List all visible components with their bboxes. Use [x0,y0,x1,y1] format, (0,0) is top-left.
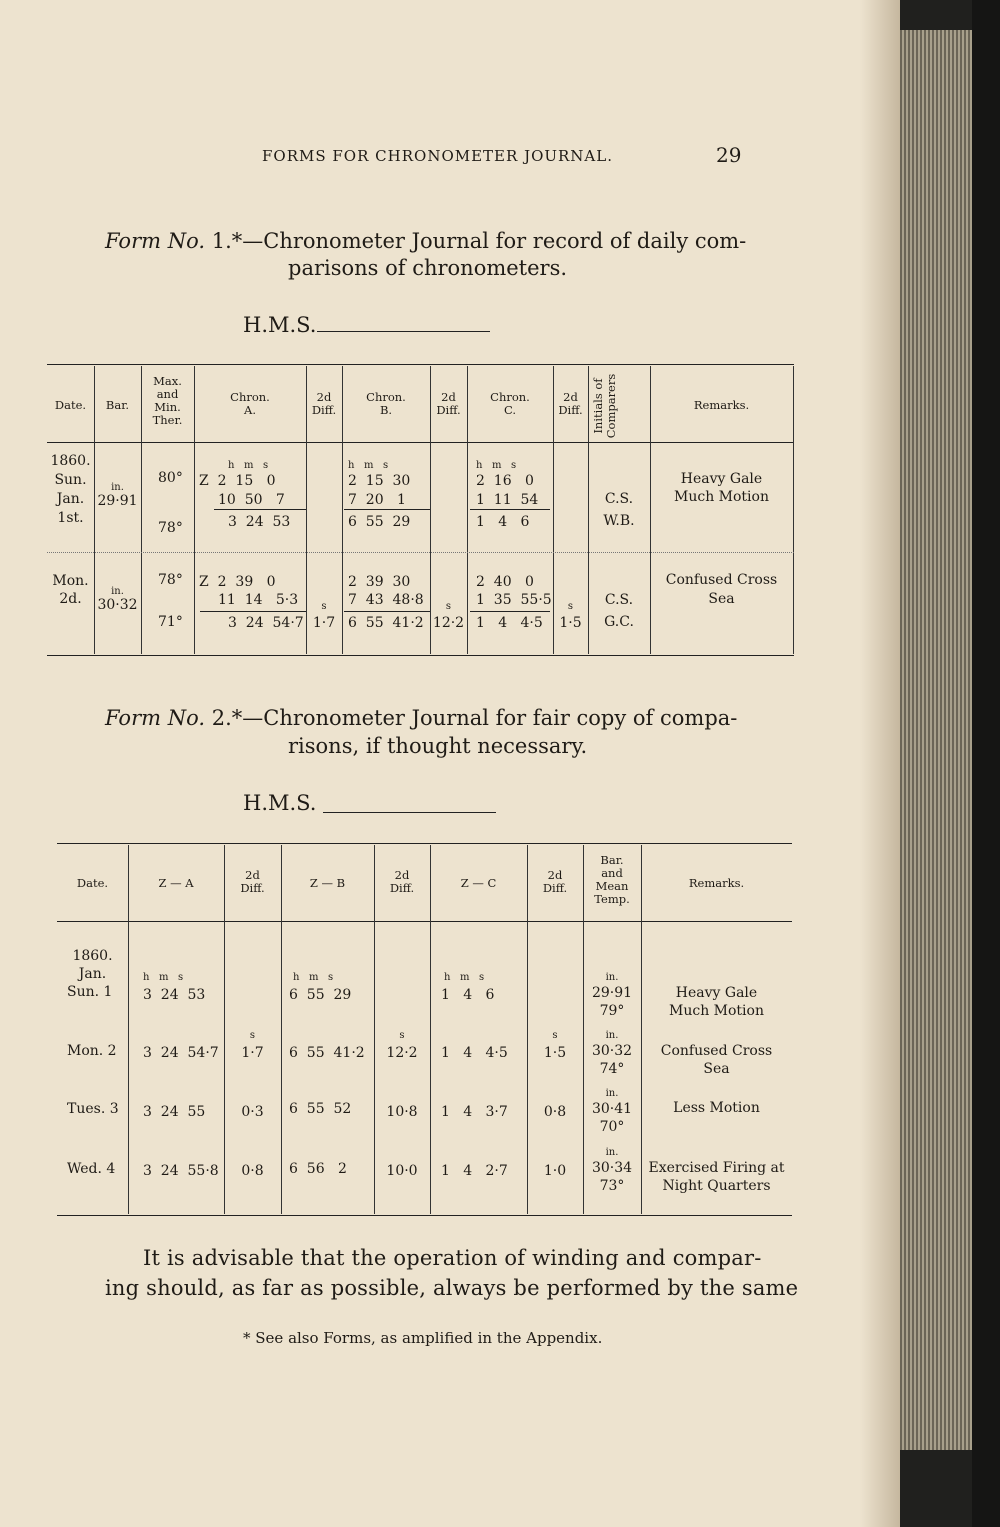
form1-hms: H.M.S. [243,313,317,337]
table-row-date: Tues. 3 [67,1101,119,1117]
table-row-date: Wed. 4 [67,1161,116,1177]
form1-hms-blank [317,331,490,332]
zb-units: h m s [293,972,334,983]
table-cell-zc: 1 4 4·5 [441,1045,508,1061]
table-cell-za: 3 24 55 [143,1104,206,1120]
table-cell-temp: 70° [599,1119,625,1135]
row2-remarks: Confused Cross Sea [665,572,778,607]
row1-date: 1860. Sun. Jan. 1st. [50,453,91,526]
bar-unit-row2: in. [605,1030,619,1041]
header-bar-temp: Bar. and Mean Temp. [594,853,630,906]
bar-unit-row1: in. [605,972,619,983]
row1-b1: 2 15 30 [348,473,411,489]
form2-month: Jan. [78,966,107,982]
d1-unit: s [249,1030,256,1041]
table-rule [47,442,794,443]
table-cell-d1: 0·3 [241,1104,264,1120]
row2-a2: 11 14 5·3 [218,592,299,608]
row1-remarks: Heavy Gale Much Motion [674,471,769,505]
row2-c1: 2 40 0 [476,574,534,590]
header-bar: Bar. [105,398,130,412]
row2-max: 78° [158,572,183,588]
row1-c-units: h m s [476,460,517,471]
row2-bar-unit: in. [111,586,124,597]
header-diff-1: 2d Diff. [240,868,265,895]
row1-a-units: h m s [228,460,269,471]
form1-number: 1.* [205,229,243,253]
table-cell-zb: 6 55 41·2 [289,1045,365,1061]
row2-a-rule [200,611,306,612]
table-cell-temp: 73° [599,1178,625,1194]
page-number: 29 [716,143,742,167]
header-diff-3: 2d Diff. [558,390,583,417]
table-cell-temp: 74° [599,1061,625,1077]
header-date: Date. [54,398,87,412]
row1-c3: 1 4 6 [476,514,530,530]
row1-b-rule [344,509,430,510]
form2-year: 1860. [72,948,113,964]
body-text-line1: It is advisable that the operation of winding and compar- [143,1246,762,1270]
table-row-date: Sun. 1 [67,984,113,1000]
row1-a2: 10 50 7 [218,492,285,508]
d3-unit: s [552,1030,558,1041]
header-remarks: Remarks. [693,398,750,412]
row2-c2: 1 35 55·5 [476,592,552,608]
bar-unit-row3: in. [605,1088,619,1099]
row2-d1-unit: s [321,601,327,612]
header-remarks: Remarks. [688,876,745,890]
row2-bar: 30·32 [97,597,138,613]
table-cell-d2: 12·2 [386,1045,418,1061]
header-initials: Initials of Comparers [591,373,618,439]
header-chron-a: Chron. A. [230,390,270,417]
table-cell-bar: 30·34 [591,1160,633,1176]
table-rule [47,364,794,365]
header-diff-2: 2d Diff. [436,390,461,417]
row2-initials: C.S. G.C. [604,592,634,630]
table-cell-d3: 1·0 [543,1163,567,1179]
row2-c3: 1 4 4·5 [476,615,543,631]
running-head: FORMS FOR CHRONOMETER JOURNAL. [262,147,613,165]
book-cover [972,0,1000,1527]
form2-hms-blank [323,812,496,813]
row2-d3: 1·5 [559,615,582,631]
table-cell-d3: 0·8 [543,1104,567,1120]
table-cell-remarks: Heavy Gale Much Motion [669,985,764,1019]
table-cell-remarks: Less Motion [673,1100,760,1116]
header-chron-b: Chron. B. [366,390,406,417]
row1-max: 80° [158,470,183,486]
header-z-b: Z — B [309,876,346,890]
row2-d2-unit: s [445,601,452,612]
row1-min: 78° [158,520,183,536]
row2-b1: 2 39 30 [348,574,411,590]
body-text-line2: ing should, as far as possible, always be performed by the same [105,1276,799,1300]
row1-bar-unit: in. [111,482,124,493]
d2-unit: s [399,1030,405,1041]
row1-b-units: h m s [348,460,389,471]
row2-min: 71° [158,614,183,630]
row1-a1: Z 2 15 0 [199,473,276,489]
table-cell-d1: 1·7 [241,1045,264,1061]
table-rule [57,843,792,844]
table-rule [57,1215,792,1216]
table-cell-zc: 1 4 6 [441,987,495,1003]
footnote: * See also Forms, as amplified in the Appendix. [243,1329,603,1347]
row2-b3: 6 55 41·2 [348,615,424,631]
row1-c1: 2 16 0 [476,473,534,489]
header-diff-2: 2d Diff. [389,868,415,895]
form2-caption [105,706,737,730]
col-rule [128,845,129,1214]
table-cell-zb: 6 55 52 [289,1101,352,1117]
table-row-date: Mon. 2 [67,1043,117,1059]
row2-a3: 3 24 54·7 [228,615,304,631]
form1-caption [105,229,746,253]
row2-d3-unit: s [567,601,574,612]
form2-caption-line1: —Chronometer Journal for fair copy of compa- [242,706,738,730]
form1-caption-line2: parisons of chronometers. [288,256,568,280]
table-cell-za: 3 24 54·7 [143,1045,219,1061]
page-edges [900,30,972,1450]
form2-number: 2.* [205,706,243,730]
row1-a3: 3 24 53 [228,514,291,530]
table-rule [47,655,794,656]
page-gutter-shadow [860,0,900,1527]
col-rule [430,845,431,1214]
row2-c-rule [470,611,550,612]
row2-d1: 1·7 [312,615,336,631]
zc-units: h m s [444,972,485,983]
table-cell-remarks: Exercised Firing at Night Quarters [648,1160,785,1194]
table-cell-zc: 1 4 2·7 [441,1163,508,1179]
form1-caption-line1: —Chronometer Journal for record of daily com- [242,229,747,253]
table-cell-d1: 0·8 [241,1163,264,1179]
header-z-a: Z — A [158,876,194,890]
header-ther: Max. and Min. Ther. [152,374,183,427]
table-cell-za: 3 24 53 [143,987,206,1003]
row2-b-rule [344,611,430,612]
form2-hms: H.M.S. [243,791,317,815]
table-cell-d3: 1·5 [543,1045,567,1061]
table-cell-zb: 6 56 2 [289,1161,347,1177]
header-date: Date. [76,876,109,890]
row1-initials: C.S. W.B. [603,491,635,529]
row2-b2: 7 43 48·8 [348,592,424,608]
row2-a1: Z 2 39 0 [199,574,276,590]
table-cell-d2: 10·0 [386,1163,418,1179]
table-cell-bar: 30·41 [591,1101,633,1117]
header-z-c: Z — C [460,876,497,890]
row1-b2: 7 20 1 [348,492,406,508]
za-units: h m s [143,972,184,983]
table-cell-zb: 6 55 29 [289,987,352,1003]
form2-caption-line2: risons, if thought necessary. [288,734,588,758]
header-diff-1: 2d Diff. [311,390,337,417]
row1-bar: 29·91 [97,493,138,509]
row1-b3: 6 55 29 [348,514,411,530]
row1-c-rule [470,509,550,510]
row2-date: Mon. 2d. [52,573,89,607]
row2-d2: 12·2 [432,615,465,631]
table-cell-bar: 29·91 [591,985,633,1001]
table-cell-bar: 30·32 [591,1043,633,1059]
table-cell-temp: 79° [599,1003,625,1019]
form2-label: Form No. [105,706,206,730]
row1-c2: 1 11 54 [476,492,539,508]
row-separator [47,552,794,553]
form1-label: Form No. [105,229,206,253]
row1-a-rule [214,509,306,510]
col-rule [793,366,794,654]
table-cell-remarks: Confused Cross Sea [660,1043,773,1077]
header-diff-3: 2d Diff. [542,868,568,895]
table-cell-d2: 10·8 [386,1104,418,1120]
table-cell-zc: 1 4 3·7 [441,1104,508,1120]
col-rule [281,845,282,1214]
table-cell-za: 3 24 55·8 [143,1163,219,1179]
bar-unit-row4: in. [605,1147,619,1158]
table-rule [57,921,792,922]
header-chron-c: Chron. C. [490,390,530,417]
